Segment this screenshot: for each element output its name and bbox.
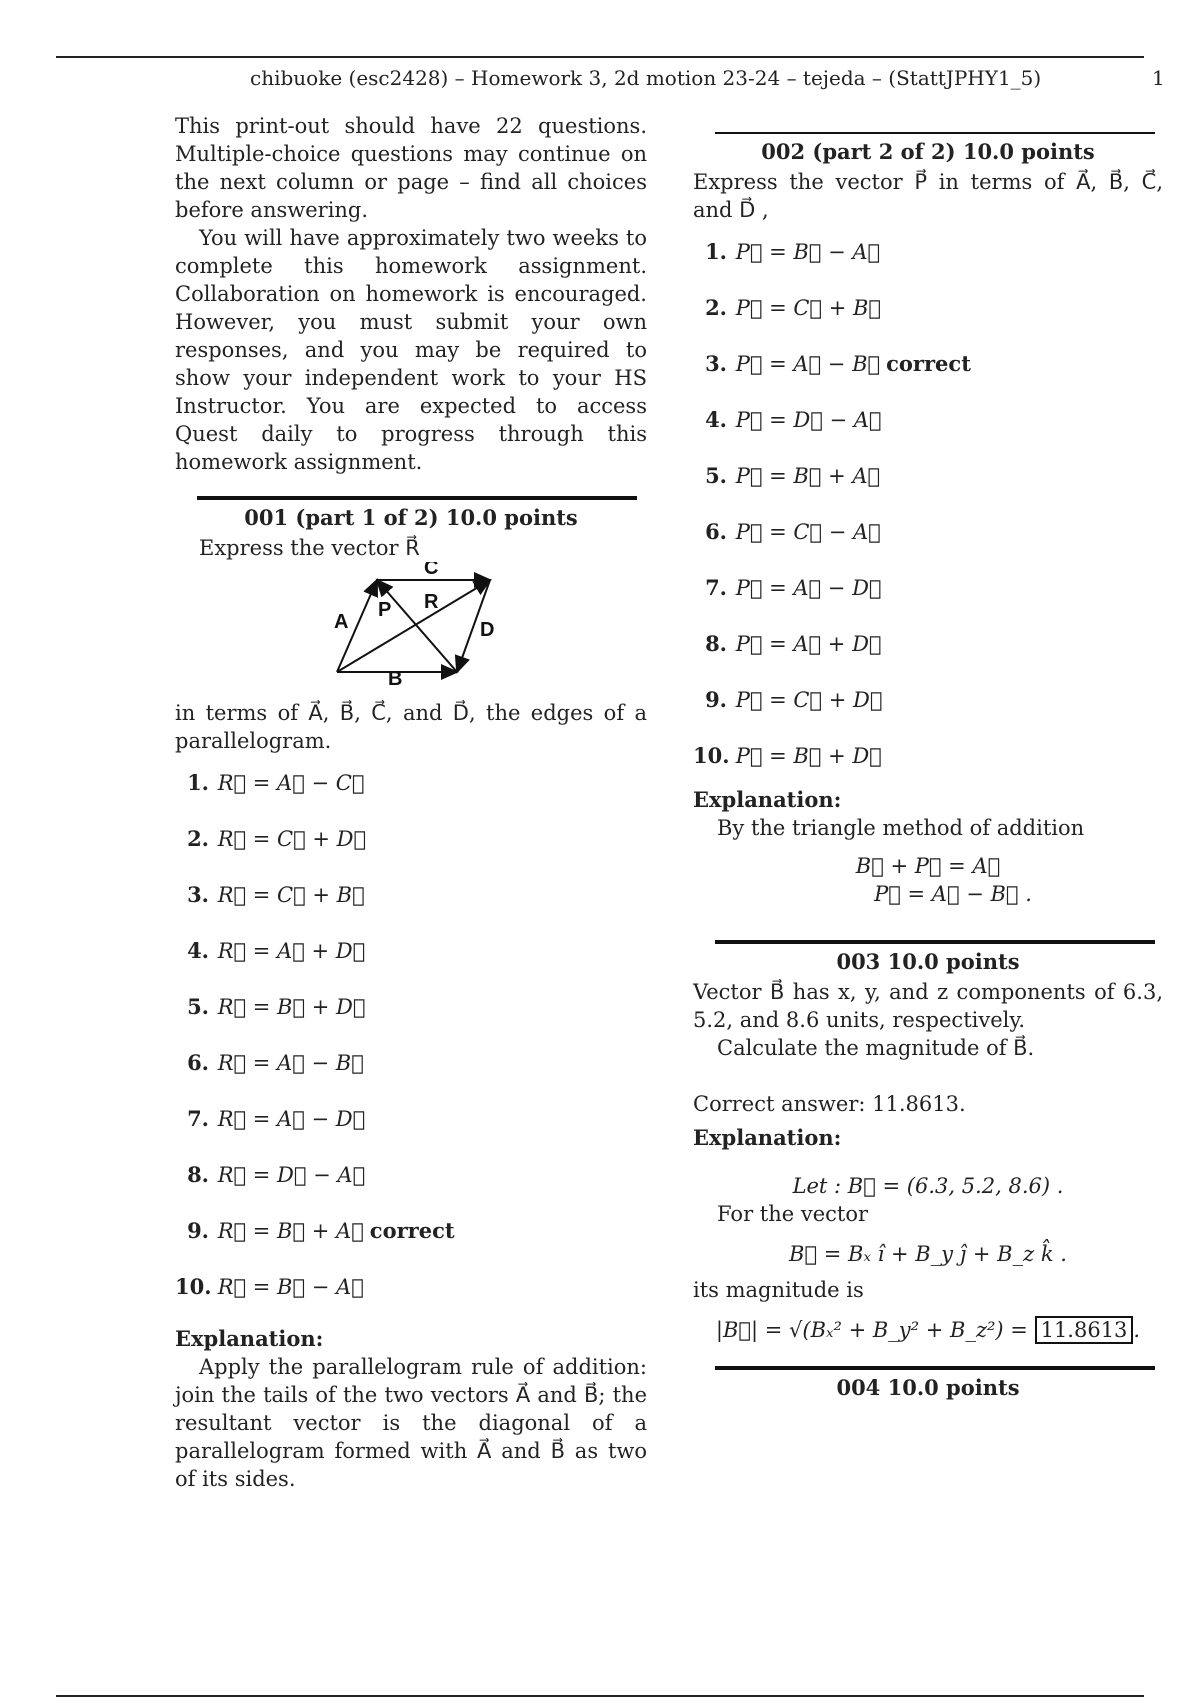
choice-item[interactable]: 1. P⃗ = B⃗ − A⃗: [705, 239, 881, 264]
question-002-explanation-label: Explanation:: [693, 787, 842, 812]
magnitude-result-box: 11.8613: [1035, 1316, 1134, 1344]
label-d: D: [480, 619, 495, 641]
choice-item[interactable]: 9. P⃗ = C⃗ + D⃗: [705, 687, 883, 712]
choice-item[interactable]: 4. P⃗ = D⃗ − A⃗: [705, 407, 882, 432]
choice-item-correct[interactable]: 9. R⃗ = B⃗ + A⃗ correct: [187, 1218, 455, 1243]
intro-paragraph-1: This print-out should have 22 questions. Multiple-choice questions may continue on the next column or page – find all choices before answering.: [175, 114, 647, 222]
choice-item[interactable]: 4. R⃗ = A⃗ + D⃗: [187, 938, 366, 963]
equation-1: B⃗ + P⃗ = A⃗: [855, 854, 1001, 878]
choice-item[interactable]: 5. P⃗ = B⃗ + A⃗: [705, 463, 881, 488]
question-003-explanation-label: Explanation:: [693, 1125, 842, 1150]
magnitude-equation: |B⃗| = √(Bₓ² + B_y² + B_z²) = 11.8613 .: [715, 1318, 1141, 1342]
choice-item[interactable]: 10. R⃗ = B⃗ − A⃗: [175, 1274, 364, 1299]
choice-item[interactable]: 3. R⃗ = C⃗ + B⃗: [187, 882, 365, 907]
label-r: R: [424, 591, 439, 613]
section-rule: [715, 132, 1155, 134]
page-number: 1: [1152, 66, 1165, 90]
let-equation: Let : B⃗ = (6.3, 5.2, 8.6) .: [792, 1174, 1064, 1198]
choice-item[interactable]: 2. P⃗ = C⃗ + B⃗: [705, 295, 882, 320]
choice-item[interactable]: 2. R⃗ = C⃗ + D⃗: [187, 826, 367, 851]
question-004-title: 004 10.0 points: [836, 1375, 1020, 1400]
choice-item[interactable]: 7. P⃗ = A⃗ − D⃗: [705, 575, 882, 600]
choice-item[interactable]: 7. R⃗ = A⃗ − D⃗: [187, 1106, 366, 1131]
label-a: A: [334, 611, 349, 633]
choice-item[interactable]: 10. P⃗ = B⃗ + D⃗: [693, 743, 882, 768]
page-header: chibuoke (esc2428) – Homework 3, 2d motion 23-24 – tejeda – (StattJPHY1_5): [250, 66, 1042, 90]
its-magnitude: its magnitude is: [693, 1278, 864, 1302]
parallelogram-figure: [175, 562, 647, 699]
question-002-explanation: By the triangle method of addition: [717, 816, 1085, 840]
label-b: B: [388, 668, 403, 690]
question-002-choices: [693, 238, 1163, 780]
top-rule: [56, 56, 1144, 58]
question-001-after: in terms of A⃗, B⃗, C⃗, and D⃗, the edges of a parallelogram.: [175, 701, 647, 753]
intro-paragraph-2: You will have approximately two weeks to complete this homework assignment. Collaboration on homework is encouraged. However, you must submit your own responses, and you may be required to show your independent work to your HS Instructor. You are expected to access Quest daily to progress through this homework assignment.: [175, 226, 647, 474]
question-003-title: 003 10.0 points: [836, 949, 1020, 974]
left-column: [175, 112, 647, 1493]
label-c: C: [424, 562, 439, 579]
bottom-rule: [56, 1695, 1144, 1697]
question-001-title: 001 (part 1 of 2) 10.0 points: [244, 505, 578, 530]
for-the-vector: For the vector: [717, 1202, 869, 1226]
vector-r-arrow: [337, 580, 490, 672]
question-001-explanation: Apply the parallelogram rule of addition: join the tails of the two vectors A⃗ and B⃗; the resultant vector is the diagonal of a parallelogram formed with A⃗ and B⃗ as two of its sides.: [175, 1355, 647, 1491]
choice-item[interactable]: 1. R⃗ = A⃗ − C⃗: [187, 770, 365, 795]
question-001-prompt: Express the vector R⃗: [199, 536, 420, 560]
question-003-prompt-1: Vector B⃗ has x, y, and z components of 6.3, 5.2, and 8.6 units, respectively.: [693, 980, 1163, 1032]
question-003-prompt-2: Calculate the magnitude of B⃗.: [717, 1036, 1035, 1060]
parallelogram-diagram: [330, 562, 510, 692]
correct-marker: correct: [369, 1218, 455, 1243]
question-003-answer: Correct answer: 11.8613.: [693, 1092, 966, 1116]
choice-item[interactable]: 8. R⃗ = D⃗ − A⃗: [187, 1162, 366, 1187]
choice-item[interactable]: 8. P⃗ = A⃗ + D⃗: [705, 631, 882, 656]
question-001-explanation-label: Explanation:: [175, 1326, 324, 1351]
choice-item-correct[interactable]: 3. P⃗ = A⃗ − B⃗ correct: [705, 351, 971, 376]
question-001-choices: [175, 769, 647, 1319]
choice-item[interactable]: 6. R⃗ = A⃗ − B⃗: [187, 1050, 364, 1075]
question-002-title: 002 (part 2 of 2) 10.0 points: [761, 139, 1095, 164]
vector-p-arrow: [377, 580, 457, 672]
equation-2: P⃗ = A⃗ − B⃗ .: [874, 882, 1032, 906]
choice-item[interactable]: 5. R⃗ = B⃗ + D⃗: [187, 994, 366, 1019]
vector-equation: B⃗ = Bₓ î + B_y ĵ + B_z k̂ .: [789, 1242, 1067, 1266]
label-p: P: [378, 599, 392, 621]
section-rule: [197, 496, 637, 500]
section-rule: [715, 1366, 1155, 1370]
section-rule: [715, 940, 1155, 944]
magnitude-formula: |B⃗| = √(Bₓ² + B_y² + B_z²) =: [715, 1318, 1028, 1342]
question-002-prompt: Express the vector P⃗ in terms of A⃗, B⃗, C⃗, and D⃗ ,: [693, 170, 1163, 222]
correct-marker: correct: [886, 351, 971, 376]
choice-item[interactable]: 6. P⃗ = C⃗ − A⃗: [705, 519, 881, 544]
right-column: [693, 112, 1163, 1404]
